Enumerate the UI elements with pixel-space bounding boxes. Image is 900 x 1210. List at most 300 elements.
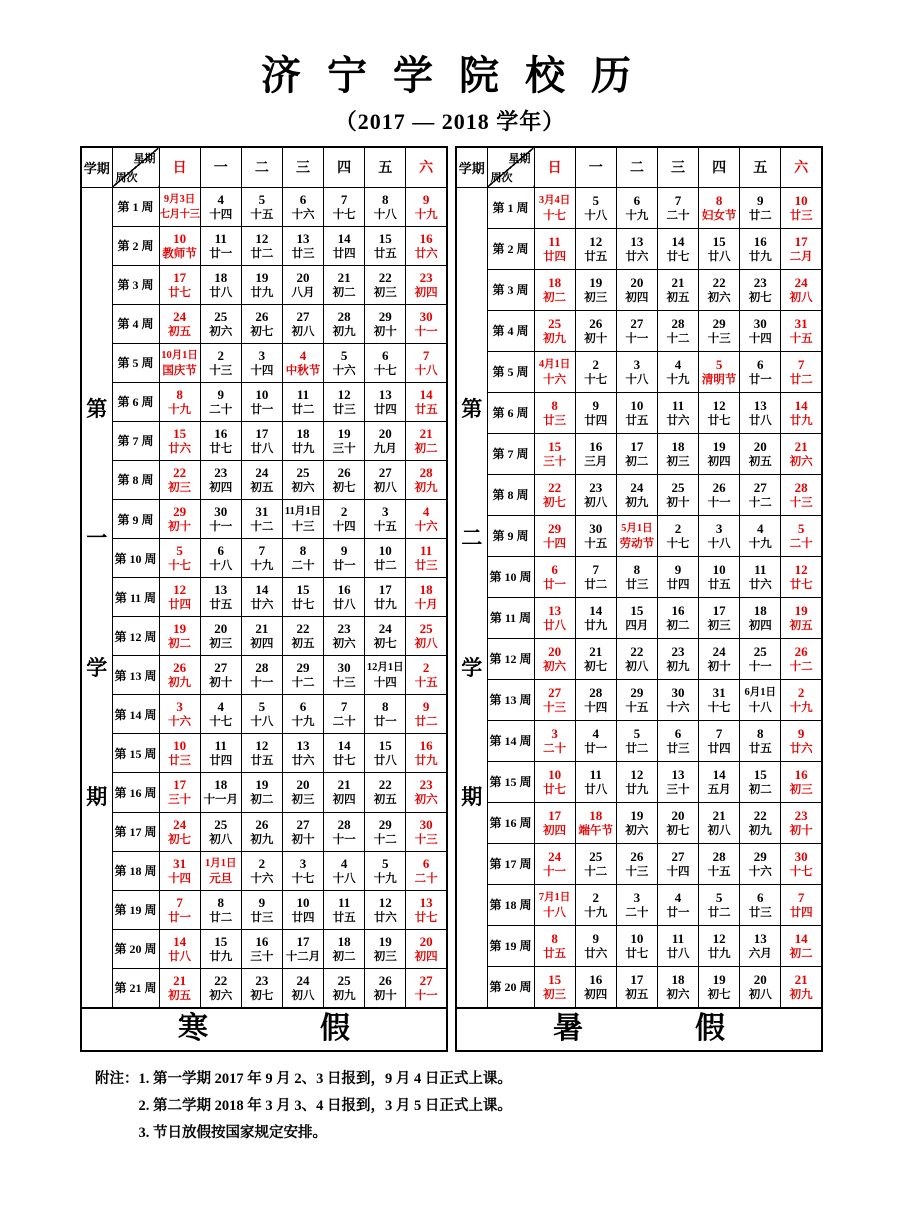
calendar-cell: 19 初三 [365, 929, 406, 968]
day-header: 二 [241, 147, 282, 187]
calendar-cell: 17 初五 [616, 966, 657, 1007]
calendar-cell: 30 十六 [657, 679, 698, 720]
calendar-cell: 3 二十 [534, 720, 575, 761]
calendar-cell: 8 廿五 [534, 925, 575, 966]
calendar-cell: 10 廿四 [282, 890, 323, 929]
week-label: 第 12 周 [487, 638, 534, 679]
calendar-cell: 12 廿二 [241, 226, 282, 265]
week-label: 第 2 周 [112, 226, 159, 265]
calendar-cell: 12 廿五 [241, 734, 282, 773]
calendar-cell: 19 初二 [159, 617, 200, 656]
calendar-cell: 10 廿三 [159, 734, 200, 773]
calendar-cell: 4 十九 [657, 351, 698, 392]
calendar-cell: 15 廿六 [159, 421, 200, 460]
calendar-cell: 18 初四 [740, 597, 781, 638]
week-row [81, 265, 447, 304]
calendar-cell: 22 初八 [616, 638, 657, 679]
week-row [81, 578, 447, 617]
calendar-cell: 24 初八 [781, 269, 822, 310]
calendar-cell: 14 廿四 [324, 226, 365, 265]
calendar-cell: 3 十五 [365, 500, 406, 539]
week-row [81, 343, 447, 382]
calendar-cell: 15 廿七 [282, 578, 323, 617]
calendar-cell: 30 十三 [324, 656, 365, 695]
week-label: 第 8 周 [112, 460, 159, 499]
calendar-cell: 21 初七 [575, 638, 616, 679]
week-row [81, 617, 447, 656]
calendar-cell: 27 十二 [740, 474, 781, 515]
calendar-cell: 21 初六 [781, 433, 822, 474]
calendar-cell: 19 廿九 [241, 265, 282, 304]
calendar-cell: 21 初八 [699, 802, 740, 843]
calendar-cell: 9 廿四 [657, 556, 698, 597]
corner-row-label: 周次 [490, 171, 513, 184]
calendar-cell: 2 十三 [200, 343, 241, 382]
calendar-cell: 13 廿七 [406, 890, 447, 929]
day-header: 二 [616, 147, 657, 187]
week-label: 第 7 周 [487, 433, 534, 474]
footnotes [95, 1066, 900, 1147]
calendar-cell: 9 十九 [406, 187, 447, 226]
calendar-cell: 2 十五 [406, 656, 447, 695]
calendar-cell: 4 十八 [324, 851, 365, 890]
calendar-cell: 16 三月 [575, 433, 616, 474]
calendar-cell: 19 初二 [241, 773, 282, 812]
semester-name-char: 二 [461, 526, 483, 551]
calendar-cell: 17 廿八 [241, 421, 282, 460]
calendar-cell: 9 廿六 [781, 720, 822, 761]
calendar-cell: 21 初二 [324, 265, 365, 304]
day-header: 五 [365, 147, 406, 187]
calendar-cell: 19 三十 [324, 421, 365, 460]
semester-name-char: 第 [86, 396, 108, 421]
calendar-cell: 18 初二 [324, 929, 365, 968]
calendar-cell: 21 初四 [241, 617, 282, 656]
calendar-cell: 9 廿四 [575, 392, 616, 433]
week-row [456, 843, 822, 884]
calendar-cell: 22 初三 [365, 265, 406, 304]
calendar-cell: 30 十五 [575, 515, 616, 556]
vacation-row [456, 1008, 822, 1051]
week-label: 第 14 周 [487, 720, 534, 761]
calendar-cell: 3 十六 [159, 695, 200, 734]
calendar-cell: 5 廿二 [616, 720, 657, 761]
vacation-row [81, 1008, 447, 1051]
calendar-cell: 24 初五 [159, 304, 200, 343]
calendar-cell: 16 廿八 [324, 578, 365, 617]
calendar-cell: 27 初十 [282, 812, 323, 851]
calendar-cell: 20 初六 [534, 638, 575, 679]
calendar-cell: 17 初二 [616, 433, 657, 474]
calendar-cell: 7 十八 [406, 343, 447, 382]
week-row [456, 884, 822, 925]
week-label: 第 20 周 [487, 966, 534, 1007]
week-row [81, 812, 447, 851]
calendar-cell: 27 初八 [365, 460, 406, 499]
calendar-cell: 26 初七 [324, 460, 365, 499]
calendar-cell: 19 初三 [575, 269, 616, 310]
calendar-cell: 2 十七 [575, 351, 616, 392]
calendar-cell: 16 三十 [241, 929, 282, 968]
calendar-cell: 29 十四 [534, 515, 575, 556]
calendar-cell: 15 廿八 [699, 228, 740, 269]
calendar-cell: 22 初五 [365, 773, 406, 812]
calendar-cell: 23 初六 [406, 773, 447, 812]
calendar-cell: 30 十三 [406, 812, 447, 851]
second-semester-table [455, 146, 823, 1052]
week-row [81, 851, 447, 890]
calendar-cell: 22 初六 [699, 269, 740, 310]
calendar-cell: 26 初十 [365, 968, 406, 1007]
calendar-cell: 4月1日 十六 [534, 351, 575, 392]
week-row [456, 351, 822, 392]
week-row [456, 720, 822, 761]
calendar-cell: 4 十九 [740, 515, 781, 556]
calendar-cell: 8 妇女节 [699, 187, 740, 228]
calendar-cell: 5 十八 [241, 695, 282, 734]
calendar-cell: 21 初四 [324, 773, 365, 812]
calendar-cell: 20 九月 [365, 421, 406, 460]
calendar-cell: 4 廿一 [657, 884, 698, 925]
first-semester-body [81, 147, 447, 1051]
calendar-cell: 13 廿四 [365, 382, 406, 421]
calendar-cell: 26 初九 [241, 812, 282, 851]
week-row [81, 734, 447, 773]
vacation-char: 暑 [553, 1012, 583, 1045]
calendar-cell: 22 初三 [159, 460, 200, 499]
calendar-cell: 26 十二 [781, 638, 822, 679]
semester-name-char: 期 [461, 785, 483, 810]
calendar-cell: 27 初十 [200, 656, 241, 695]
week-label: 第 17 周 [112, 812, 159, 851]
semester-name-char: 学 [461, 655, 483, 680]
calendar-cell: 7 廿四 [699, 720, 740, 761]
week-row [81, 890, 447, 929]
week-label: 第 7 周 [112, 421, 159, 460]
calendar-cell: 18 初六 [657, 966, 698, 1007]
calendar-cell: 11 廿一 [200, 226, 241, 265]
calendar-cell: 6 十六 [282, 187, 323, 226]
calendar-cell: 6 十七 [365, 343, 406, 382]
calendar-cell: 10 廿七 [534, 761, 575, 802]
week-day-corner [112, 147, 159, 187]
semester-name-char: 第 [461, 396, 483, 421]
day-header: 日 [534, 147, 575, 187]
calendar-cell: 23 初七 [241, 968, 282, 1007]
week-row [81, 695, 447, 734]
calendar-cell: 5 十五 [241, 187, 282, 226]
calendar-cell: 31 十七 [699, 679, 740, 720]
week-label: 第 9 周 [112, 500, 159, 539]
calendar-cell: 25 十一 [740, 638, 781, 679]
week-row [456, 679, 822, 720]
calendar-cell: 7 十七 [324, 187, 365, 226]
calendar-cell: 8 廿五 [740, 720, 781, 761]
calendar-cell: 28 初九 [406, 460, 447, 499]
calendar-cell: 24 初五 [241, 460, 282, 499]
week-row [456, 228, 822, 269]
calendar-cell: 13 三十 [657, 761, 698, 802]
calendar-cell: 30 十七 [781, 843, 822, 884]
calendar-cell: 11 廿四 [534, 228, 575, 269]
semester-name-char: 一 [86, 526, 108, 551]
calendar-cell: 5 十八 [575, 187, 616, 228]
week-label: 第 4 周 [112, 304, 159, 343]
calendar-cell: 15 初三 [534, 966, 575, 1007]
calendar-cell: 22 初五 [282, 617, 323, 656]
calendar-cell: 24 初七 [365, 617, 406, 656]
week-row [456, 597, 822, 638]
day-header: 六 [406, 147, 447, 187]
corner-week-label: 星期 [508, 153, 531, 165]
calendar-cell: 18 十一月 [200, 773, 241, 812]
calendar-cell: 26 十一 [699, 474, 740, 515]
calendar-cell: 29 十六 [740, 843, 781, 884]
week-label: 第 13 周 [487, 679, 534, 720]
week-row [81, 656, 447, 695]
calendar-cell: 4 廿一 [575, 720, 616, 761]
calendar-cell: 25 初六 [282, 460, 323, 499]
week-label: 第 4 周 [487, 310, 534, 351]
calendar-cell: 10月1日 国庆节 [159, 343, 200, 382]
week-day-corner [487, 147, 534, 187]
calendar-cell: 12 廿九 [699, 925, 740, 966]
week-row [81, 773, 447, 812]
calendar-cell: 26 初七 [241, 304, 282, 343]
calendar-cell: 17 十二月 [282, 929, 323, 968]
header-row [456, 147, 822, 187]
calendar-cell: 6 廿一 [534, 556, 575, 597]
calendar-cell: 11月1日 十三 [282, 500, 323, 539]
day-header: 五 [740, 147, 781, 187]
calendar-cell: 12 廿四 [159, 578, 200, 617]
calendar-cell: 25 初八 [406, 617, 447, 656]
calendar-cell: 16 初二 [657, 597, 698, 638]
calendar-cell: 3月4日 十七 [534, 187, 575, 228]
calendar-cell: 2 十六 [241, 851, 282, 890]
calendar-cell: 6 十九 [616, 187, 657, 228]
calendar-cell: 6 十八 [200, 539, 241, 578]
calendar-cell: 23 初六 [324, 617, 365, 656]
vacation-char: 假 [320, 1012, 350, 1045]
calendar-cell: 12月1日 十四 [365, 656, 406, 695]
calendar-cell: 10 廿一 [241, 382, 282, 421]
calendar-cell: 8 廿三 [534, 392, 575, 433]
week-label: 第 1 周 [112, 187, 159, 226]
calendar-cell: 6 廿三 [657, 720, 698, 761]
calendar-cell: 5 十六 [324, 343, 365, 382]
week-label: 第 10 周 [112, 539, 159, 578]
calendar-cell: 19 初五 [781, 597, 822, 638]
calendar-cell: 15 廿八 [365, 734, 406, 773]
calendar-cell: 16 廿九 [740, 228, 781, 269]
calendar-cell: 24 初七 [159, 812, 200, 851]
calendar-cell: 2 十九 [781, 679, 822, 720]
calendar-cell: 18 十月 [406, 578, 447, 617]
week-label: 第 16 周 [112, 773, 159, 812]
calendar-cell: 11 廿二 [282, 382, 323, 421]
calendar-cell: 8 廿三 [616, 556, 657, 597]
day-header: 六 [781, 147, 822, 187]
calendar-cell: 27 十四 [657, 843, 698, 884]
calendar-cell: 13 六月 [740, 925, 781, 966]
calendar-cell: 8 十九 [159, 382, 200, 421]
footnote-item: 3. 节日放假按国家规定安排。 [138, 1124, 327, 1141]
vacation-label [456, 1008, 822, 1051]
week-row [81, 539, 447, 578]
week-label: 第 6 周 [112, 382, 159, 421]
calendar-cell: 10 教师节 [159, 226, 200, 265]
calendar-cell: 6 廿三 [740, 884, 781, 925]
calendar-cell: 9月3日 七月十三 [159, 187, 200, 226]
calendar-cell: 6 廿一 [740, 351, 781, 392]
week-label: 第 18 周 [112, 851, 159, 890]
week-label: 第 18 周 [487, 884, 534, 925]
footnote-item: 1. 第一学期 2017 年 9 月 2、3 日报到，9 月 4 日正式上课。 [138, 1070, 512, 1087]
calendar-cell: 20 初四 [406, 929, 447, 968]
calendar-cell: 23 初十 [781, 802, 822, 843]
calendar-cell: 19 初四 [699, 433, 740, 474]
calendar-cell: 15 廿九 [200, 929, 241, 968]
calendar-cell: 6 十九 [282, 695, 323, 734]
calendar-cell: 31 十二 [241, 500, 282, 539]
calendar-cell: 22 初六 [200, 968, 241, 1007]
calendar-cell: 11 廿三 [406, 539, 447, 578]
calendar-cell: 11 廿五 [324, 890, 365, 929]
calendar-cell: 2 十九 [575, 884, 616, 925]
calendar-cell: 25 初十 [657, 474, 698, 515]
calendar-cell: 29 十三 [699, 310, 740, 351]
calendar-cell: 16 初三 [781, 761, 822, 802]
week-row [456, 187, 822, 228]
calendar-cell: 17 初三 [699, 597, 740, 638]
calendar-cell: 20 初五 [740, 433, 781, 474]
calendar-cell: 20 初三 [200, 617, 241, 656]
calendar-cell: 12 廿三 [324, 382, 365, 421]
week-label: 第 16 周 [487, 802, 534, 843]
calendar-cell: 31 十五 [781, 310, 822, 351]
week-label: 第 19 周 [112, 890, 159, 929]
calendar-cell: 17 廿九 [365, 578, 406, 617]
week-label: 第 1 周 [487, 187, 534, 228]
calendar-cell: 28 十四 [575, 679, 616, 720]
week-label: 第 3 周 [112, 265, 159, 304]
calendar-cell: 8 廿二 [200, 890, 241, 929]
week-row [456, 515, 822, 556]
calendar-cell: 18 初三 [657, 433, 698, 474]
calendar-cell: 24 初十 [699, 638, 740, 679]
calendar-tables [80, 146, 900, 1052]
week-row [456, 638, 822, 679]
week-label: 第 15 周 [112, 734, 159, 773]
week-label: 第 2 周 [487, 228, 534, 269]
calendar-cell: 4 十七 [200, 695, 241, 734]
week-label: 第 10 周 [487, 556, 534, 597]
week-label: 第 20 周 [112, 929, 159, 968]
calendar-cell: 3 十八 [699, 515, 740, 556]
calendar-cell: 3 十四 [241, 343, 282, 382]
calendar-cell: 27 十三 [534, 679, 575, 720]
calendar-cell: 30 十四 [740, 310, 781, 351]
calendar-cell: 7 十九 [241, 539, 282, 578]
calendar-cell: 7 二十 [657, 187, 698, 228]
day-header: 日 [159, 147, 200, 187]
day-header: 四 [699, 147, 740, 187]
calendar-cell: 10 廿七 [616, 925, 657, 966]
calendar-cell: 31 十四 [159, 851, 200, 890]
semester-name [81, 187, 112, 1008]
calendar-cell: 13 廿八 [740, 392, 781, 433]
calendar-cell: 17 初四 [534, 802, 575, 843]
calendar-cell: 14 廿六 [241, 578, 282, 617]
week-row [81, 460, 447, 499]
calendar-cell: 1月1日 元旦 [200, 851, 241, 890]
calendar-cell: 27 十一 [616, 310, 657, 351]
week-label: 第 8 周 [487, 474, 534, 515]
calendar-cell: 10 廿三 [781, 187, 822, 228]
week-row [456, 269, 822, 310]
calendar-cell: 19 初七 [699, 966, 740, 1007]
calendar-cell: 11 廿四 [200, 734, 241, 773]
calendar-cell: 2 十四 [324, 500, 365, 539]
calendar-cell: 20 初四 [616, 269, 657, 310]
vacation-char: 假 [695, 1012, 725, 1045]
calendar-cell: 29 十二 [365, 812, 406, 851]
week-row [456, 310, 822, 351]
week-label: 第 17 周 [487, 843, 534, 884]
calendar-cell: 6 二十 [406, 851, 447, 890]
calendar-cell: 6月1日 十八 [740, 679, 781, 720]
calendar-cell: 14 廿五 [406, 382, 447, 421]
calendar-cell: 16 廿六 [406, 226, 447, 265]
week-row [81, 304, 447, 343]
calendar-cell: 25 初六 [200, 304, 241, 343]
calendar-cell: 5 廿二 [699, 884, 740, 925]
calendar-cell: 9 二十 [200, 382, 241, 421]
calendar-cell: 28 十二 [657, 310, 698, 351]
calendar-cell: 7 廿二 [781, 351, 822, 392]
calendar-cell: 13 廿八 [534, 597, 575, 638]
first-semester-table [80, 146, 448, 1052]
calendar-cell: 23 初七 [740, 269, 781, 310]
calendar-cell: 11 廿八 [657, 925, 698, 966]
week-label: 第 6 周 [487, 392, 534, 433]
calendar-cell: 30 十一 [406, 304, 447, 343]
calendar-cell: 2 十七 [657, 515, 698, 556]
semester-name-char: 学 [86, 655, 108, 680]
calendar-cell: 3 二十 [616, 884, 657, 925]
week-row [81, 421, 447, 460]
week-row [456, 556, 822, 597]
week-row [456, 433, 822, 474]
calendar-cell: 8 十八 [365, 187, 406, 226]
calendar-cell: 20 初三 [282, 773, 323, 812]
calendar-cell: 7月1日 十八 [534, 884, 575, 925]
calendar-cell: 28 十五 [699, 843, 740, 884]
week-label: 第 15 周 [487, 761, 534, 802]
week-row [456, 966, 822, 1007]
week-row [81, 968, 447, 1007]
calendar-cell: 9 廿六 [575, 925, 616, 966]
week-row [81, 187, 447, 226]
calendar-cell: 27 十一 [406, 968, 447, 1007]
calendar-cell: 7 廿一 [159, 890, 200, 929]
semester-name [456, 187, 487, 1008]
header-row [81, 147, 447, 187]
calendar-cell: 19 初六 [616, 802, 657, 843]
calendar-cell: 9 廿一 [324, 539, 365, 578]
calendar-cell: 14 初二 [781, 925, 822, 966]
